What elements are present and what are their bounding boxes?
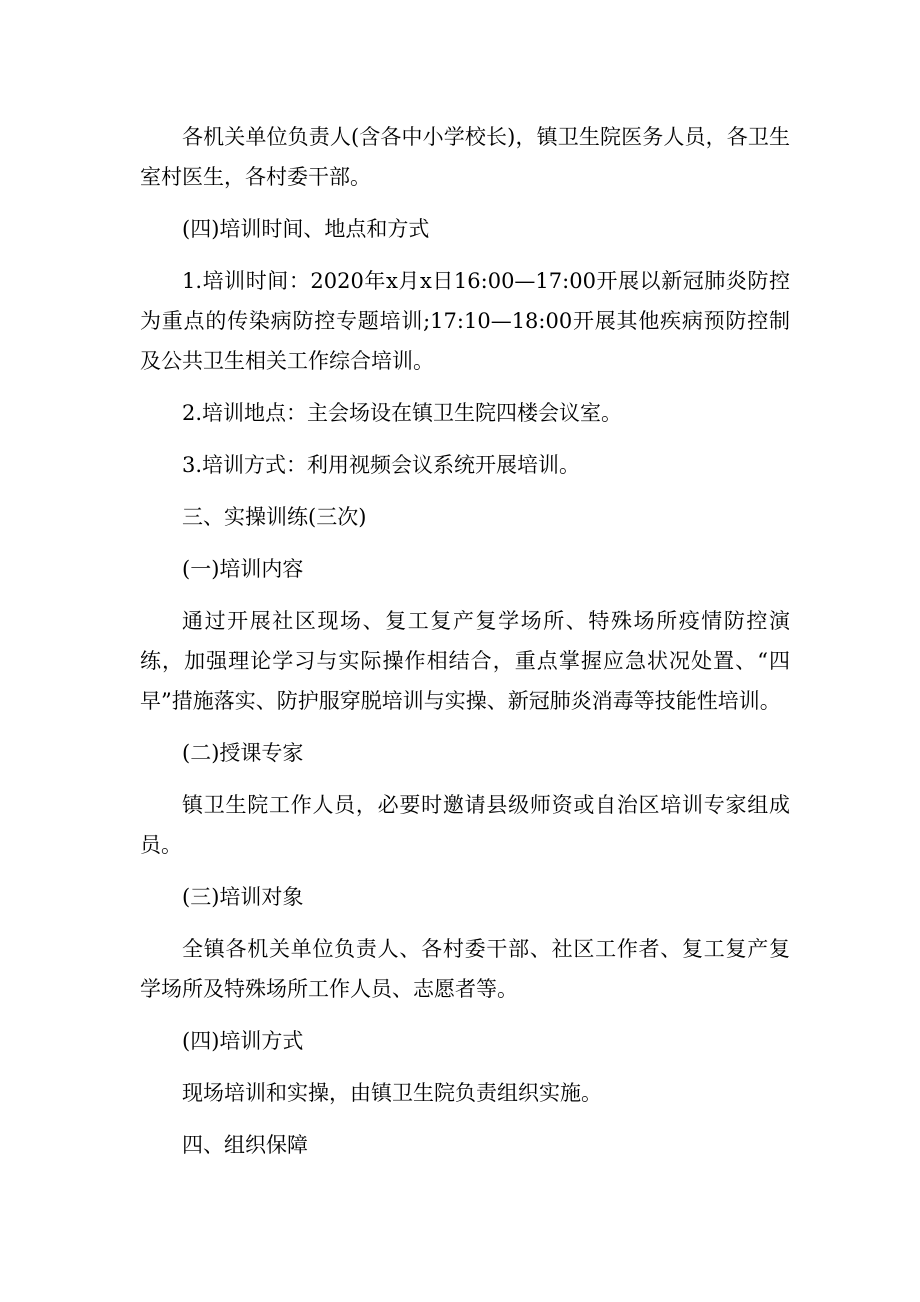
heading-training-format: (四)培训方式 xyxy=(182,1029,304,1053)
paragraph-training-targets: 全镇各机关单位负责人、各村委干部、社区工作者、复工复产复学场所及特殊场所工作人员、志愿者等。 xyxy=(140,937,790,1001)
paragraph-training-method: 3.培训方式：利用视频会议系统开展培训。 xyxy=(182,453,581,477)
heading-lecturers: (二)授课专家 xyxy=(182,741,304,765)
heading-training-targets: (三)培训对象 xyxy=(182,885,304,909)
heading-practical-training: 三、实操训练(三次) xyxy=(182,505,367,529)
paragraph-training-content: 通过开展社区现场、复工复产复学场所、特殊场所疫情防控演练，加强理论学习与实际操作相结合，重点掌握应急状况处置、“四早”措施落实、防护服穿脱培训与实操、新冠肺炎消毒等技能性培训。 xyxy=(140,609,790,713)
paragraph-training-time: 1.培训时间：2020年x月x日16:00—17:00开展以新冠肺炎防控为重点的传染病防控专题培训;17:10—18:00开展其他疾病预防控制及公共卫生相关工作综合培训。 xyxy=(140,269,790,373)
paragraph-training-location: 2.培训地点：主会场设在镇卫生院四楼会议室。 xyxy=(182,401,623,425)
paragraph-participants: 各机关单位负责人(含各中小学校长)，镇卫生院医务人员，各卫生室村医生，各村委干部。 xyxy=(140,125,790,189)
paragraph-lecturers: 镇卫生院工作人员，必要时邀请县级师资或自治区培训专家组成员。 xyxy=(140,793,790,857)
heading-training-time-place-method: (四)培训时间、地点和方式 xyxy=(182,217,430,241)
paragraph-training-format: 现场培训和实操，由镇卫生院负责组织实施。 xyxy=(182,1081,602,1105)
heading-training-content: (一)培训内容 xyxy=(182,557,304,581)
heading-organizational-support: 四、组织保障 xyxy=(182,1133,308,1157)
document-body xyxy=(140,117,790,1165)
